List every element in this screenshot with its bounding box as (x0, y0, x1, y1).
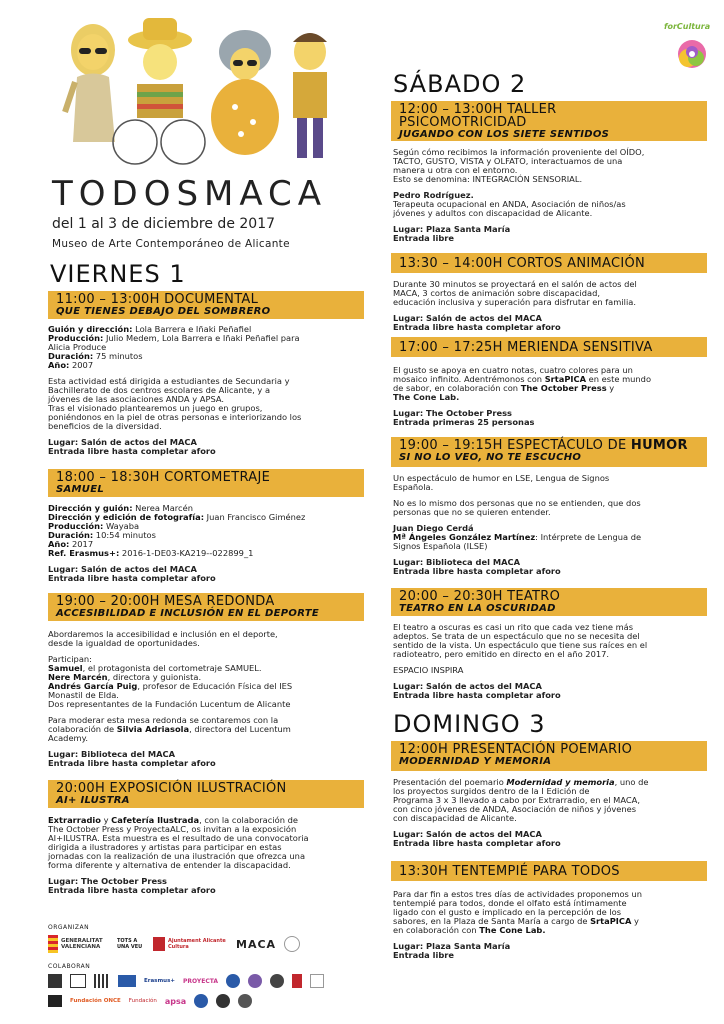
characters-illustration (55, 12, 345, 172)
logo-circle4-icon (194, 994, 208, 1008)
org-name: The Cone Lab. (479, 925, 546, 935)
performer-desc: Signos Española (ILSE) (393, 541, 488, 551)
event-header (391, 588, 707, 616)
participant-name: Samuel (48, 663, 83, 673)
event-details (393, 890, 711, 960)
org-name: Extrarradio (48, 815, 101, 825)
event-header (48, 469, 364, 497)
event-body-line: sentido de la vista. Un espectáculo que tiene sus raíces en el (393, 640, 648, 650)
event-entry: Entrada libre hasta completar aforo (393, 838, 561, 848)
event-time-title: 19:00 – 20:00H MESA REDONDA (56, 594, 275, 609)
logo-blue-icon (118, 975, 136, 987)
participant-name: Nere Marcén (48, 672, 108, 682)
event-place: Lugar: Salón de actos del MACA (393, 681, 542, 691)
participant-role: , el protagonista del cortometraje SAMUEL. (82, 663, 262, 673)
event-entry: Entrada libre hasta completar aforo (393, 690, 561, 700)
event-body-line: forma diferente y alternativa de entender la discapacidad. (48, 860, 291, 870)
event-details (393, 366, 711, 427)
event-time-title: 12:00H PRESENTACIÓN POEMARIO (399, 742, 633, 757)
credit-value: Julio Medem, Lola Barrera e Iñaki Peñafiel para (103, 333, 300, 343)
event-body-line: radioteatro, pero emitido en directo en el año 2017. (393, 649, 610, 659)
event-body-line: beneficios de la diversidad. (48, 421, 162, 431)
credit-key: Duración: (48, 530, 94, 540)
credit-value: Alicia Produce (48, 342, 107, 352)
speaker-desc: Terapeuta ocupacional en ANDA, Asociación de niños/as (393, 199, 626, 209)
org-name: Cafetería Ilustrada (111, 815, 200, 825)
participant-role: Monastil de Elda. (48, 690, 119, 700)
event-details (393, 280, 711, 332)
organizer-logos (48, 935, 308, 953)
event-body-line: colaboración de (48, 724, 117, 734)
event-body-line: MACA, 3 cortos de animación sobre discapacidad, (393, 288, 600, 298)
credit-value: 75 minutos (93, 351, 143, 361)
logo-red-icon (292, 974, 302, 988)
event-time-title-2: PSICOMOTRICIDAD (399, 115, 527, 130)
event-body-line: mosaico infinito. Adentrémonos con (393, 374, 545, 384)
org-name: SrtaPICA (544, 374, 587, 384)
generalitat-text: GENERALITAT VALENCIANA (61, 938, 103, 950)
collaborator-logos (48, 974, 348, 1008)
participant-name: Andrés García Puig (48, 681, 138, 691)
event-venue: Museo de Arte Contemporáneo de Alicante (52, 238, 290, 250)
event-body-line: en este mundo (586, 374, 652, 384)
event-body-line: sabores, en la Plaza de Santa María a cargo de (393, 916, 591, 926)
credit-value: Nerea Marcén (132, 503, 193, 513)
logo-grid-icon (94, 974, 110, 988)
event-body-line: Española. (393, 482, 434, 492)
credit-key: Dirección y edición de fotografía: (48, 512, 205, 522)
event-body-line: dirigida a ilustradores y artistas para participar en estas (48, 842, 282, 852)
event-header (391, 337, 707, 357)
event-body-line: en colaboración con (393, 925, 480, 935)
event-time-title: 18:00 – 18:30H CORTOMETRAJE (56, 470, 271, 485)
event-subtitle: JUGANDO CON LOS SIETE SENTIDOS (399, 129, 610, 140)
forcultura-text: forCultura (664, 22, 711, 31)
event-body-line: desde la igualdad de oportunidades. (48, 638, 200, 648)
logo-dark-icon (48, 995, 62, 1007)
event-body-line: The October Press y ProyectaALC, os invitan a la exposición (48, 824, 297, 834)
event-place: Lugar: Plaza Santa María (393, 941, 511, 951)
event-subtitle: SAMUEL (56, 484, 105, 495)
event-entry: Entrada libre hasta completar aforo (393, 322, 561, 332)
event-header (48, 780, 364, 808)
event-subtitle: TEATRO EN LA OSCURIDAD (399, 603, 556, 614)
event-entry: Entrada libre hasta completar aforo (48, 758, 216, 768)
org-name: The Cone Lab. (393, 392, 460, 402)
event-time-title: 20:00H EXPOSICIÓN ILUSTRACIÓN (56, 781, 287, 796)
event-body-line: educación inclusiva y superación para disfrutar en familia. (393, 297, 636, 307)
event-place: Lugar: The October Press (393, 408, 512, 418)
event-body-line: manera u otra con el entorno. (393, 165, 518, 175)
event-body-line: jornadas con la realización de una ilustración que ofrezca una (48, 851, 306, 861)
event-details (48, 325, 366, 456)
event-body-line: adeptos. Se trata de un espectáculo que no se necesita del (393, 631, 640, 641)
logo-square-icon (310, 974, 324, 988)
event-body-line: Para dar fin a estos tres días de actividades proponemos un (393, 889, 642, 899)
logo-f-icon (48, 974, 62, 988)
event-body-line: poniéndonos en la piel de otras personas e interiorizando los (48, 412, 302, 422)
event-time-title-text: 19:00 – 19:15H ESPECTÁCULO DE (399, 438, 631, 453)
event-body-line: Bachillerato de dos centros escolares de Alicante, y a (48, 385, 271, 395)
event-body-line: jóvenes de las asociaciones ANDA y APSA. (48, 394, 225, 404)
event-space: ESPACIO INSPIRA (393, 665, 464, 675)
circle-logo-icon (284, 936, 300, 952)
day-title-sunday: DOMINGO 3 (393, 710, 546, 738)
credit-key: Año: (48, 539, 70, 549)
once-logo: Fundación ONCE (70, 998, 121, 1004)
event-place: Lugar: Biblioteca del MACA (393, 557, 521, 567)
credit-value: 2017 (69, 539, 94, 549)
event-body-line: Academy. (48, 733, 88, 743)
maca-logo: MACA (236, 937, 277, 951)
event-place: Lugar: Salón de actos del MACA (48, 437, 197, 447)
fundacion-logo: Fundación (128, 998, 157, 1004)
event-body-line: Para moderar esta mesa redonda se contaremos con la (48, 715, 279, 725)
event-body-line: , uno de (614, 777, 649, 787)
participant-role: Dos representantes de la Fundación Lucentum de Alicante (48, 699, 291, 709)
proyecta-logo: PROYECTA (182, 977, 219, 985)
credit-value: 2016-1-DE03-KA219--022899_1 (119, 548, 254, 558)
event-body-line: AI+ILUSTRA. Esta muestra es el resultado de una convocatoria (48, 833, 309, 843)
page-title: TODOSMACA (52, 174, 328, 214)
logo-circle5-icon (216, 994, 230, 1008)
logo-circle3-icon (270, 974, 284, 988)
logo-box-icon (70, 974, 86, 988)
event-body-line: Durante 30 minutos se proyectará en el salón de actos del (393, 279, 637, 289)
logo-circle2-icon (248, 974, 262, 988)
event-header (48, 291, 364, 319)
organize-label: ORGANIZAN (48, 924, 90, 931)
apsa-logo: apsa (164, 996, 187, 1006)
event-body-line: El gusto se apoya en cuatro notas, cuatro colores para un (393, 365, 633, 375)
event-place: Lugar: Salón de actos del MACA (393, 313, 542, 323)
event-entry: Entrada libre hasta completar aforo (393, 566, 561, 576)
event-body-line: Según cómo recibimos la información proveniente del OÍDO, (393, 147, 645, 157)
credit-value: 2007 (69, 360, 94, 370)
event-body-line: Tras el visionado plantearemos un juego en grupos, (48, 403, 263, 413)
event-details (48, 504, 366, 583)
event-subtitle: SI NO LO VEO, NO TE ESCUCHO (399, 452, 582, 463)
org-name: The October Press (520, 383, 607, 393)
event-subtitle: AI+ ILUSTRA (56, 795, 130, 806)
credit-value: 10:54 minutos (93, 530, 156, 540)
event-body-line: y (631, 916, 639, 926)
credit-value: Lola Barrera e Iñaki Peñafiel (132, 324, 252, 334)
event-entry: Entrada libre (393, 950, 455, 960)
event-header (48, 593, 364, 621)
event-entry: Entrada libre hasta completar aforo (48, 885, 216, 895)
event-header (391, 437, 707, 467)
event-place: Lugar: Plaza Santa María (393, 224, 511, 234)
event-header (391, 741, 707, 771)
generalitat-icon (48, 935, 58, 953)
event-body-line: Esta actividad está dirigida a estudiantes de Secundaria y (48, 376, 290, 386)
event-entry: Entrada primeras 25 personas (393, 417, 535, 427)
performer-desc: : Intérprete de Lengua de (535, 532, 642, 542)
moderator-name: Silvia Adriasola (116, 724, 190, 734)
credit-key: Producción: (48, 521, 104, 531)
event-subtitle: QUE TIENES DEBAJO DEL SOMBRERO (56, 306, 271, 317)
ayuntamiento-text: Ajuntament Alicante Cultura (168, 938, 226, 950)
event-body-line: Esto se denomina: INTEGRACIÓN SENSORIAL. (393, 174, 583, 184)
credit-value: Juan Francisco Giménez (204, 512, 306, 522)
credit-value: Wayaba (103, 521, 140, 531)
event-place: Lugar: Salón de actos del MACA (48, 564, 197, 574)
event-place: Lugar: The October Press (48, 876, 167, 886)
event-body-line: con cinco jóvenes de ANDA, Asociación de niños y jóvenes (393, 804, 637, 814)
event-place: Lugar: Biblioteca del MACA (48, 749, 176, 759)
event-details (48, 816, 366, 895)
credit-key: Duración: (48, 351, 94, 361)
credit-key: Año: (48, 360, 70, 370)
event-body-line: con discapacidad de Alicante. (393, 813, 517, 823)
event-body-line: No es lo mismo dos personas que no se entienden, que dos (393, 498, 641, 508)
speaker-name: Pedro Rodríguez. (393, 190, 474, 200)
logo-circle-icon (226, 974, 240, 988)
credit-key: Guión y dirección: (48, 324, 133, 334)
performer-name: Juan Diego Cerdá (393, 523, 474, 533)
event-body-line: , con la colaboración de (199, 815, 298, 825)
event-place: Lugar: Salón de actos del MACA (393, 829, 542, 839)
event-details (393, 623, 711, 700)
event-body-line: El teatro a oscuras es casi un rito que cada vez tiene más (393, 622, 634, 632)
ayuntamiento-icon (153, 937, 165, 951)
day-title-saturday: SÁBADO 2 (393, 70, 527, 98)
event-body-line: Un espectáculo de humor en LSE, Lengua de Signos (393, 473, 610, 483)
performer-name: Mª Ángeles González Martínez (393, 532, 536, 542)
poem-title: Modernidad y memoria (506, 777, 615, 787)
ayuntamiento-logo (153, 937, 228, 951)
event-time-title: 11:00 – 13:00H DOCUMENTAL (56, 292, 259, 307)
event-body-line: Presentación del poemario (393, 777, 507, 787)
event-body-line: ligado con el gusto e implicado en la percepción de los (393, 907, 622, 917)
speaker-desc: jóvenes y adultos con discapacidad de Alicante. (393, 208, 593, 218)
event-body-line: Abordaremos la accesibilidad e inclusión en el deporte, (48, 629, 278, 639)
event-time-title: 20:00 – 20:30H TEATRO (399, 589, 561, 604)
forcultura-logo (664, 14, 710, 74)
event-body-line: TACTO, GUSTO, VISTA y OLFATO, interactuamos de una (393, 156, 623, 166)
event-time-title: 17:00 – 17:25H MERIENDA SENSITIVA (399, 340, 653, 355)
event-time-title: 12:00 – 13:00H TALLER (399, 102, 557, 117)
tots-logo: TOTS A UNA VEU (117, 938, 143, 950)
event-details (48, 630, 366, 768)
event-body-line: personas que no se quieren entender. (393, 507, 551, 517)
event-body-line: y (606, 383, 615, 393)
participants-heading: Participan: (48, 654, 92, 664)
event-entry: Entrada libre (393, 233, 455, 243)
logo-circle6-icon (238, 994, 252, 1008)
event-header (391, 253, 707, 273)
event-details (393, 778, 711, 848)
event-header (391, 861, 707, 881)
credit-key: Ref. Erasmus+: (48, 548, 120, 558)
erasmus-logo: Erasmus+ (144, 978, 175, 984)
event-entry: Entrada libre hasta completar aforo (48, 573, 216, 583)
event-time-title (399, 439, 701, 452)
connector: y (100, 815, 112, 825)
event-entry: Entrada libre hasta completar aforo (48, 446, 216, 456)
org-name: SrtaPICA (590, 916, 632, 926)
credit-key: Producción: (48, 333, 104, 343)
event-time-title: 13:30 – 14:00H CORTOS ANIMACIÓN (399, 256, 646, 271)
event-details (393, 474, 711, 576)
participant-role: , profesor de Educación Física del IES (137, 681, 293, 691)
event-body-line: de sabor, en colaboración con (393, 383, 521, 393)
event-body-line: Programa 3 x 3 llevado a cabo por Extrarradio, en el MACA, (393, 795, 640, 805)
participant-role: , directora y guionista. (107, 672, 202, 682)
event-subtitle: MODERNIDAD Y MEMORIA (399, 756, 552, 767)
credit-key: Dirección y guión: (48, 503, 133, 513)
event-time-title-bold: HUMOR (630, 438, 688, 453)
collaborate-label: COLABORAN (48, 963, 91, 970)
event-time-title: 13:30H TENTEMPIÉ PARA TODOS (399, 864, 620, 879)
event-subtitle: ACCESIBILIDAD E INCLUSIÓN EN EL DEPORTE (56, 608, 320, 619)
event-body-line: tentempié para todos, donde el olfato está íntimamente (393, 898, 627, 908)
event-body-line: los proyectos surgidos dentro de la I Edición de (393, 786, 590, 796)
generalitat-logo (48, 935, 109, 953)
event-dates: del 1 al 3 de diciembre de 2017 (52, 216, 276, 232)
moderator-role: , directora del Lucentum (189, 724, 291, 734)
day-title-friday: VIERNES 1 (50, 260, 186, 288)
event-header (391, 101, 707, 141)
event-details (393, 148, 711, 243)
